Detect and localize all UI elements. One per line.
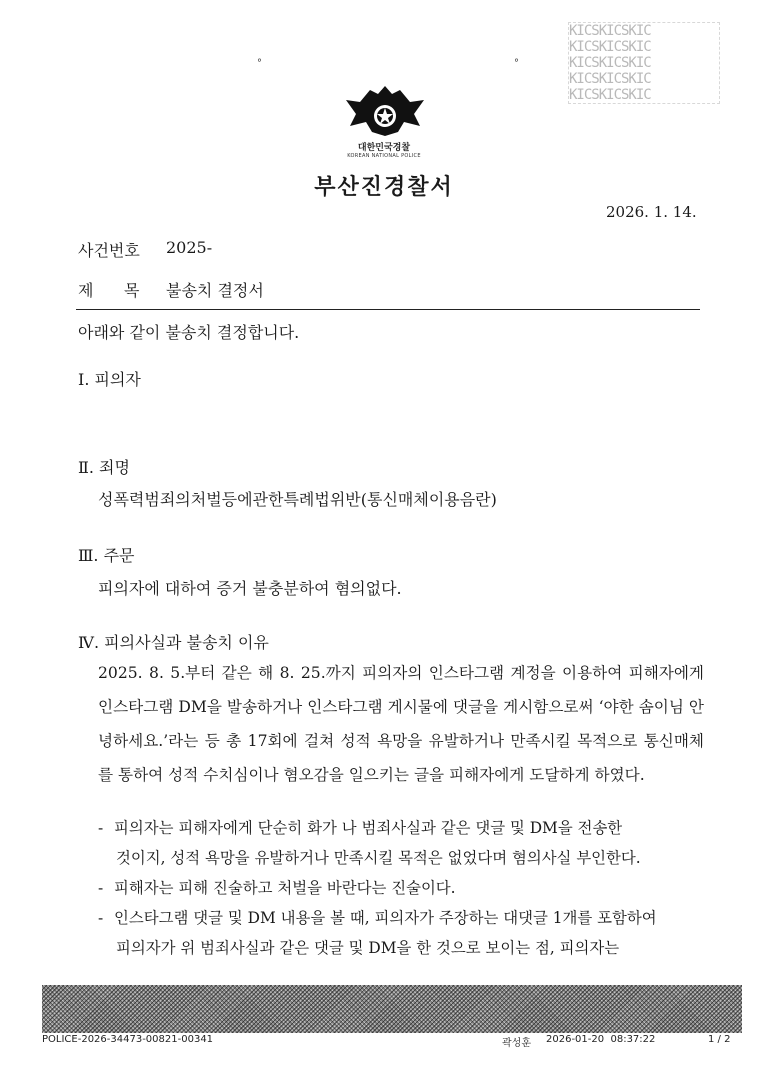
subject-label: 제 목 <box>78 281 140 300</box>
bullet-line: 것이지, 성적 욕망을 유발하거나 만족시킬 목적은 없었다며 혐의사실 부인한다. <box>116 849 641 867</box>
intro-text: 아래와 같이 불송치 결정합니다. <box>78 323 300 342</box>
scan-noise-band <box>42 985 742 1033</box>
section-2-content: 성폭력범죄의처벌등에관한특례법위반(통신매체이용음란) <box>98 490 497 509</box>
section-3-content: 피의자에 대하여 증거 불충분하여 혐의없다. <box>98 579 402 598</box>
subject-value: 불송치 결정서 <box>166 281 264 300</box>
bullet-line: 피해자는 피해 진술하고 처벌을 바란다는 진술이다. <box>114 879 456 897</box>
bullet-line: 피의자가 위 범죄사실과 같은 댓글 및 DM을 한 것으로 보이는 점, 피의자는 <box>116 939 620 957</box>
document-date: 2026. 1. 14. <box>606 203 697 221</box>
emblem-sublabel: KOREAN NATIONAL POLICE <box>347 153 421 159</box>
bullet-line: 인스타그램 댓글 및 DM 내용을 볼 때, 피의자가 주장하는 대댓글 1개를 포함하여 <box>114 909 657 927</box>
section-1-heading: Ⅰ. 피의자 <box>78 370 141 389</box>
footer-page: 1 / 2 <box>708 1034 731 1045</box>
footer-doc-id: POLICE-2026-34473-00821-00341 <box>42 1034 214 1045</box>
bullet-item: - 피해자는 피해 진술하고 처벌을 바란다는 진술이다. <box>98 879 456 897</box>
emblem-label: 대한민국경찰 <box>357 143 411 153</box>
section-3-heading: Ⅲ. 주문 <box>78 546 135 565</box>
punch-dot-left: ° <box>257 58 262 69</box>
watermark: KICSKICSKIC KICSKICSKIC KICSKICSKIC KICSKICSKIC KICSKICSKIC <box>568 22 720 104</box>
case-number-label: 사건번호 <box>78 241 140 260</box>
section-4-heading: Ⅳ. 피의사실과 불송치 이유 <box>78 633 269 652</box>
case-number-value: 2025- <box>166 238 213 257</box>
station-title: 부산진경찰서 <box>314 174 454 200</box>
facts-paragraph: 2025. 8. 5.부터 같은 해 8. 25.까지 피의자의 인스타그램 계정을 이용하여 피해자에게 인스타그램 DM을 발송하거나 인스타그램 게시물에 댓글을 게시함으로써 ‘야한 솜이님 안녕하세요.’라는 등 총 17회에 걸쳐 성적 욕망을 유발하거나 만족시킬 목적으로 통신매체를 통하여 성적 수치심이나 혐오감을 일으키는 글을 피해자에게 도달하게 하였다. <box>98 664 704 784</box>
divider <box>76 309 700 310</box>
section-2-heading: Ⅱ. 죄명 <box>78 458 130 477</box>
bullet-item: - 피의자는 피해자에게 단순히 화가 나 범죄사실과 같은 댓글 및 DM을 전송한 것이지, 성적 욕망을 유발하거나 만족시킬 목적은 없었다며 혐의사실 부인한다. <box>98 813 708 873</box>
footer-printed-at: 2026-01-20 08:37:22 <box>546 1034 656 1045</box>
bullet-item: - 인스타그램 댓글 및 DM 내용을 볼 때, 피의자가 주장하는 대댓글 1개를 포함하여 피의자가 위 범죄사실과 같은 댓글 및 DM을 한 것으로 보이는 점, 피의자는 <box>98 903 708 963</box>
footer-printed-by: 곽성훈 <box>502 1038 531 1049</box>
bullet-line: 피의자는 피해자에게 단순히 화가 나 범죄사실과 같은 댓글 및 DM을 전송한 <box>114 819 623 837</box>
punch-dot-right: ° <box>514 58 519 69</box>
